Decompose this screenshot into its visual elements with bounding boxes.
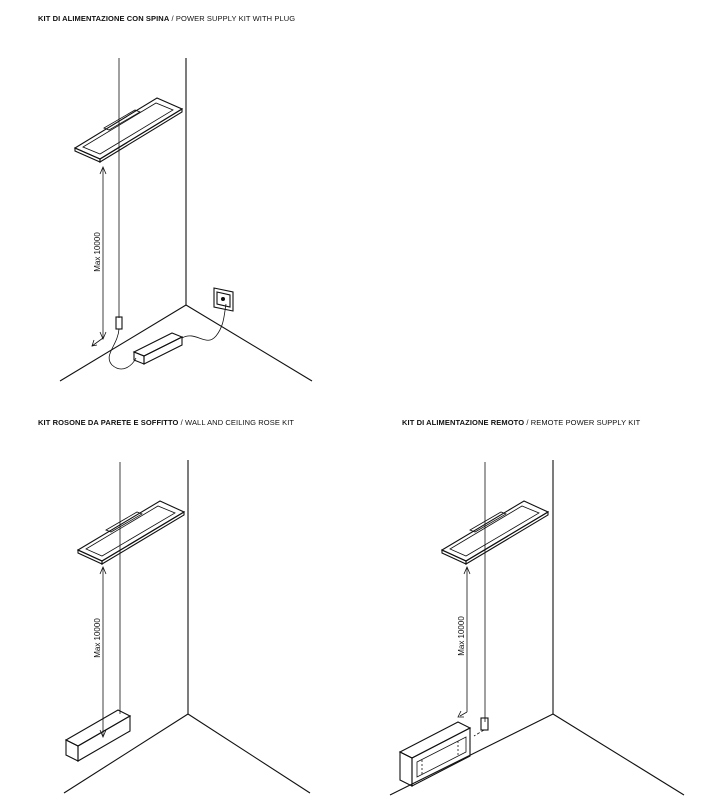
pendant-lamp [75, 98, 182, 162]
power-supply-driver [134, 333, 182, 364]
diagram-wall-ceiling-rose [0, 440, 362, 803]
floor-right-edge [553, 714, 684, 795]
caption-wall-ceiling-rose [38, 418, 294, 427]
caption-remote-power-supply [402, 418, 640, 427]
caption-it: KIT ROSONE DA PARETE E SOFFITTO [38, 418, 179, 427]
floor-left-edge [60, 305, 186, 381]
height-dimension-label: Max 10000 [457, 616, 466, 656]
wall-socket-icon [214, 288, 233, 311]
height-dimension-label: Max 10000 [93, 232, 102, 272]
pendant-lamp [78, 501, 184, 564]
pendant-lamp [442, 501, 548, 564]
cable-connector [116, 317, 122, 329]
caption-en: WALL AND CEILING ROSE KIT [185, 418, 295, 427]
floor-left-edge [64, 714, 188, 793]
caption-en: REMOTE POWER SUPPLY KIT [530, 418, 641, 427]
floor-left-edge [390, 714, 553, 795]
caption-sep: / [178, 418, 186, 427]
wall-rose-box [66, 710, 130, 761]
floor-right-edge [186, 305, 312, 381]
height-dimension-label: Max 10000 [93, 618, 102, 658]
power-cable [474, 730, 484, 736]
plug-cable [182, 304, 226, 340]
floor-right-edge [188, 714, 310, 793]
caption-it: KIT DI ALIMENTAZIONE REMOTO [402, 418, 525, 427]
diagram-remote-power-supply [362, 440, 724, 803]
cable-connector [481, 718, 488, 730]
remote-power-supply-box [400, 722, 470, 786]
caption-sep: / [524, 418, 531, 427]
caption-sep: / [169, 14, 176, 23]
caption-it: KIT DI ALIMENTAZIONE CON SPINA [38, 14, 170, 23]
caption-en: POWER SUPPLY KIT WITH PLUG [175, 14, 296, 23]
diagram-power-supply-plug [0, 0, 362, 400]
